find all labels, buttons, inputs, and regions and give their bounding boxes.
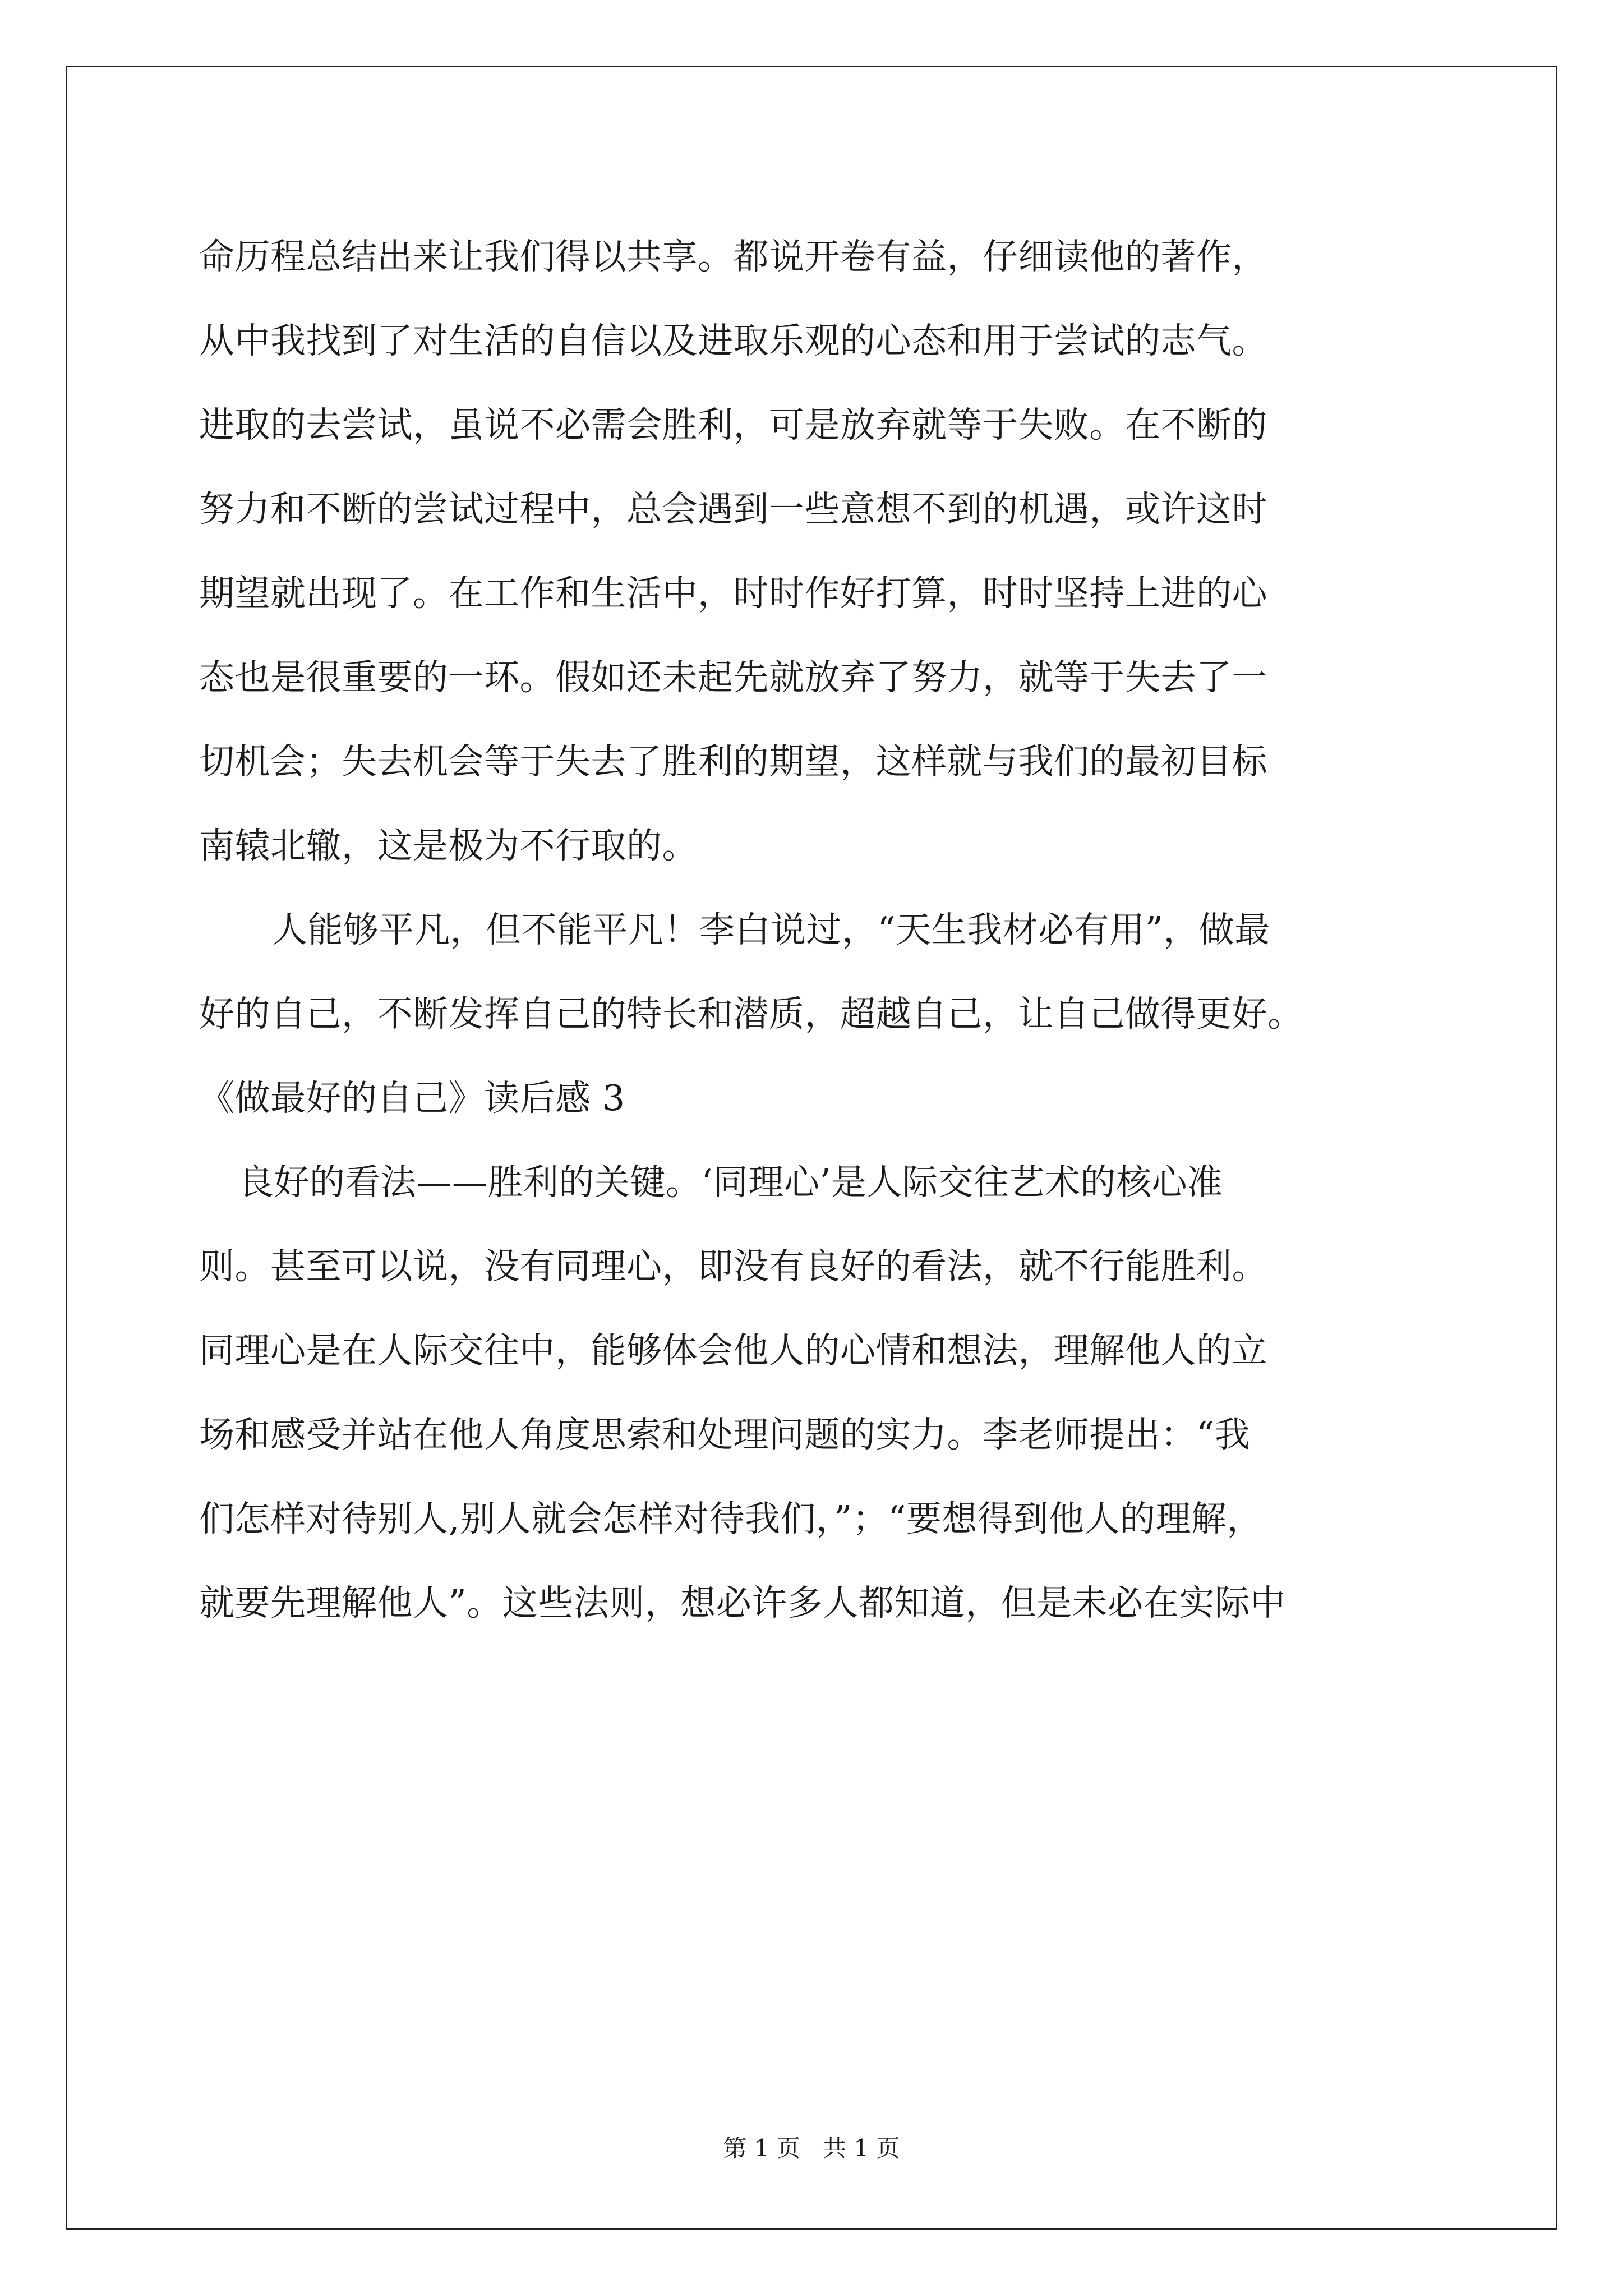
text-line: 则。甚至可以说，没有同理心，即没有良好的看法，就不行能胜利。 [199,1246,1267,1287]
paragraph-2 [199,888,1438,1056]
document-body [199,215,1438,1645]
text-line: 期望就出现了。在工作和生活中，时时作好打算，时时坚持上进的心 [199,573,1267,614]
text-line: 就要先理解他人”。这些法则，想必许多人都知道，但是未必在实际中 [199,1582,1286,1623]
page-footer: 第 1 页 共 1 页 [723,2134,900,2162]
text-line: 良好的看法——胜利的关键。‘同理心’是人际交往艺术的核心准 [238,1162,1223,1203]
section-title: 《做最好的自己》读后感 3 [199,1078,625,1119]
text-line: 南辕北辙，这是极为不行取的。 [199,825,698,866]
text-line: 场和感受并站在他人角度思索和处理问题的实力。李老师提出：“我 [199,1414,1251,1455]
text-line: 好的自己，不断发挥自己的特长和潜质，超越自己，让自己做得更好。 [199,993,1303,1034]
paragraph-3 [199,1140,1438,1645]
text-line: 同理心是在人际交往中，能够体会他人的心情和想法，理解他人的立 [199,1330,1267,1371]
text-line: 努力和不断的尝试过程中，总会遇到一些意想不到的机遇，或许这时 [199,489,1267,530]
paragraph-1 [199,215,1438,888]
text-line: 们怎样对待别人,别人就会怎样对待我们，”；“要想得到他人的理解， [199,1498,1262,1539]
text-line: 从中我找到了对生活的自信以及进取乐观的心态和用于尝试的志气。 [199,320,1267,361]
text-line: 人能够平凡，但不能平凡！李白说过，“天生我材必有用”，做最 [272,909,1270,950]
text-line: 切机会；失去机会等于失去了胜利的期望，这样就与我们的最初目标 [199,741,1267,782]
text-line: 态也是很重要的一环。假如还未起先就放弃了努力，就等于失去了一 [199,657,1267,698]
text-line: 进取的去尝试，虽说不必需会胜利，可是放弃就等于失败。在不断的 [199,404,1267,445]
text-line: 命历程总结出来让我们得以共享。都说开卷有益，仔细读他的著作， [199,236,1267,277]
